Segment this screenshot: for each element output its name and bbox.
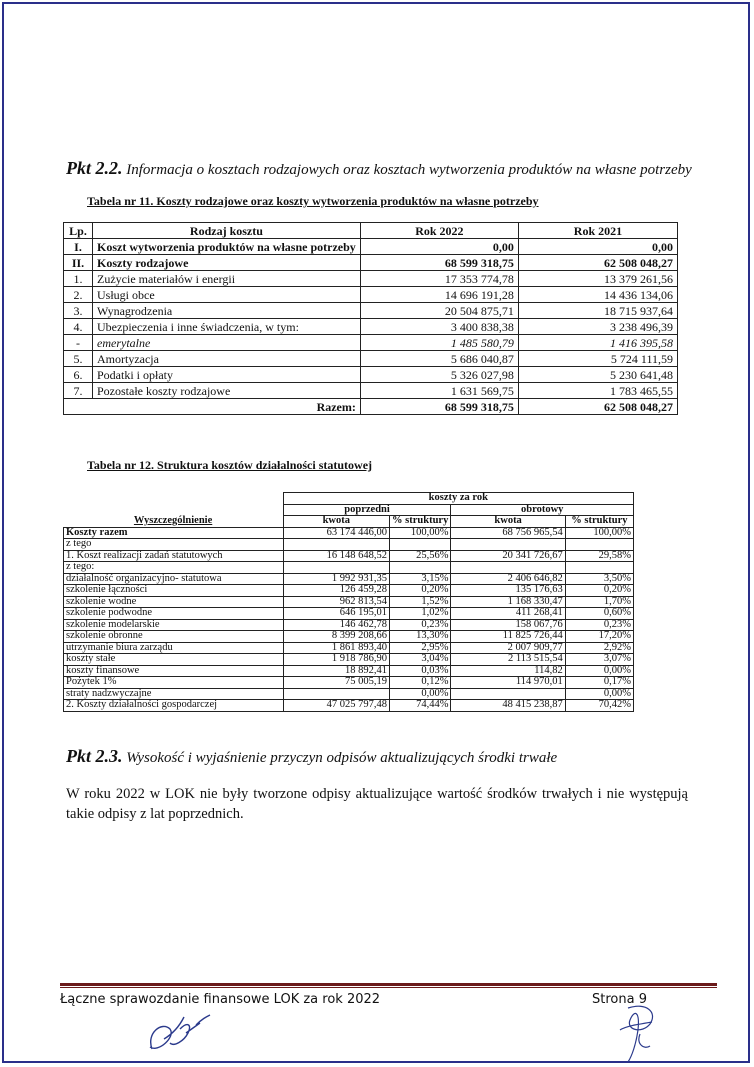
footer-divider-thin [60, 987, 717, 988]
table-row: z tego [64, 539, 634, 551]
table-row: 3. Wynagrodzenia 20 504 875,71 18 715 937,64 [64, 303, 678, 319]
header-wyszczegolnienie: Wyszczególnienie [64, 516, 284, 528]
table-row: szkolenie modelarskie 146 462,78 0,23% 158 067,76 0,23% [64, 619, 634, 631]
table-11 [63, 222, 678, 415]
header-poprzedni: poprzedni [283, 504, 451, 516]
table-total-row: Razem: 68 599 318,75 62 508 048,27 [64, 399, 678, 415]
table-row: 7. Pozostałe koszty rodzajowe 1 631 569,75 1 783 465,55 [64, 383, 678, 399]
table-row: szkolenie łączności 126 459,28 0,20% 135 176,63 0,20% [64, 585, 634, 597]
body-paragraph: W roku 2022 w LOK nie były tworzone odpisy aktualizujące wartość środków trwałych i nie występują takie odpisy z lat poprzednich. [66, 786, 688, 822]
table-row: 1. Koszt realizacji zadań statutowych 16 148 648,52 25,56% 20 341 726,67 29,58% [64, 550, 634, 562]
table-row: działalność organizacyjno- statutowa 1 992 931,35 3,15% 2 406 646,82 3,50% [64, 573, 634, 585]
table-row: 2. Koszty działalności gospodarczej 47 025 797,48 74,44% 48 415 238,87 70,42% [64, 700, 634, 712]
table-row: koszty stałe 1 918 786,90 3,04% 2 113 515,54 3,07% [64, 654, 634, 666]
table-row: szkolenie wodne 962 813,54 1,52% 1 168 330,47 1,70% [64, 596, 634, 608]
table-12 [63, 492, 634, 712]
table-header-row: Lp. Rodzaj kosztu Rok 2022 Rok 2021 [64, 223, 678, 239]
table-11-caption: Tabela nr 11. Koszty rodzajowe oraz koszty wytworzenia produktów na własne potrzeby [87, 194, 539, 208]
table-row: 4. Ubezpieczenia i inne świadczenia, w tym: 3 400 838,38 3 238 496,39 [64, 319, 678, 335]
header-obrotowy: obrotowy [451, 504, 634, 516]
table-row: szkolenie podwodne 646 195,01 1,02% 411 268,41 0,60% [64, 608, 634, 620]
table-row: 2. Usługi obce 14 696 191,28 14 436 134,06 [64, 287, 678, 303]
table-row: koszty finansowe 18 892,41 0,03% 114,82 0,00% [64, 665, 634, 677]
table-row: 1. Zużycie materiałów i energii 17 353 774,78 13 379 261,56 [64, 271, 678, 287]
table-row: 6. Podatki i opłaty 5 326 027,98 5 230 641,48 [64, 367, 678, 383]
header-struktura: % struktury [389, 516, 450, 528]
table-row: II. Koszty rodzajowe 68 599 318,75 62 508 048,27 [64, 255, 678, 271]
table-row: szkolenie obronne 8 399 208,66 13,30% 11 825 726,44 17,20% [64, 631, 634, 643]
table-row: z tego: [64, 562, 634, 574]
footer-title: Łączne sprawozdanie finansowe LOK za rok 2022 [60, 992, 381, 1007]
section-heading-2-2: Pkt 2.2. Informacja o kosztach rodzajowych oraz kosztach wytworzenia produktów na własne potrzeby [66, 158, 692, 178]
table-row: utrzymanie biura zarządu 1 861 893,40 2,95% 2 007 909,77 2,92% [64, 642, 634, 654]
signature-left [140, 1003, 220, 1061]
header-kwota: kwota [451, 516, 565, 528]
footer-divider [60, 983, 717, 986]
page-number: Strona 9 [592, 992, 647, 1007]
table-row: Pożytek 1% 75 005,19 0,12% 114 970,01 0,17% [64, 677, 634, 689]
signature-right [606, 1000, 666, 1064]
header-kwota: kwota [283, 516, 389, 528]
table-row: straty nadzwyczajne 0,00% 0,00% [64, 688, 634, 700]
section-heading-2-3: Pkt 2.3. Wysokość i wyjaśnienie przyczyn odpisów aktualizujących środki trwałe [66, 746, 558, 766]
table-row: - emerytalne 1 485 580,79 1 416 395,58 [64, 335, 678, 351]
header-koszty-za-rok: koszty za rok [283, 493, 633, 505]
header-struktura: % struktury [565, 516, 633, 528]
table-12-caption: Tabela nr 12. Struktura kosztów działalności statutowej [87, 458, 373, 472]
table-row: 5. Amortyzacja 5 686 040,87 5 724 111,59 [64, 351, 678, 367]
table-row: I. Koszt wytworzenia produktów na własne potrzeby 0,00 0,00 [64, 239, 678, 255]
table-row: Koszty razem 63 174 446,00 100,00% 68 756 965,54 100,00% [64, 527, 634, 539]
